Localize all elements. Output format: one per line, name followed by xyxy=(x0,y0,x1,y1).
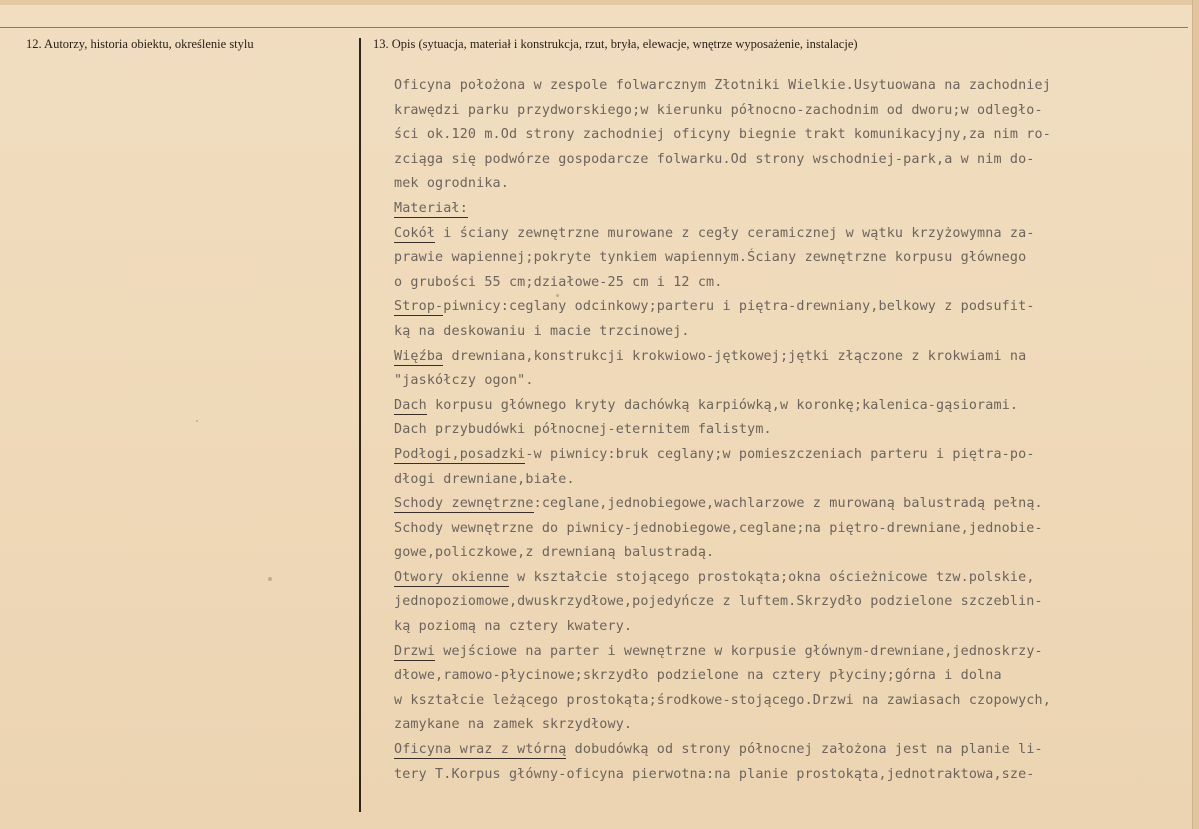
line-text: i ściany zewnętrzne murowane z cegły ceramicznej w wątku krzyżowymna za- xyxy=(435,225,1035,241)
description-line xyxy=(394,197,1194,222)
description-line xyxy=(394,74,1194,99)
description-line xyxy=(394,443,1194,468)
underlined-term: Oficyna wraz z wtórną xyxy=(394,742,567,758)
description-line xyxy=(394,320,1194,345)
line-text: prawie wapiennej;pokryte tynkiem wapiennym.Ściany zewnętrzne korpusu głównego xyxy=(394,250,1027,266)
description-line xyxy=(394,369,1194,394)
line-text: zamykane na zamek skrzydłowy. xyxy=(394,717,633,733)
description-line xyxy=(394,172,1194,197)
column-divider xyxy=(359,38,361,812)
line-text: ści ok.120 m.Od strony zachodniej oficyny biegnie trakt komunikacyjny,za nim ro- xyxy=(394,127,1051,143)
paper-top-edge xyxy=(0,0,1199,5)
paper-speck xyxy=(556,294,559,297)
description-line xyxy=(394,664,1194,689)
underlined-term: Materiał: xyxy=(394,200,468,216)
description-line xyxy=(394,99,1194,124)
line-text: dłogi drewniane,białe. xyxy=(394,471,575,487)
line-text: w kształcie leżącego prostokąta;środkowe-stojącego.Drzwi na zawiasach czopowych, xyxy=(394,692,1051,708)
description-line xyxy=(394,394,1194,419)
form-top-rule xyxy=(0,27,1188,28)
description-line xyxy=(394,566,1194,591)
description-line xyxy=(394,615,1194,640)
line-text: Schody wewnętrzne do piwnicy-jednobiegowe,ceglane;na piętro-drewniane,jednobie- xyxy=(394,520,1043,536)
line-text: Oficyna położona w zespole folwarcznym Złotniki Wielkie.Usytuowana na zachodniej xyxy=(394,78,1051,93)
description-line xyxy=(394,713,1194,738)
line-text: zciąga się podwórze gospodarcze folwarku.Od strony wschodniej-park,a w nim do- xyxy=(394,151,1035,167)
paper-speck xyxy=(196,420,198,422)
line-text: mek ogrodnika. xyxy=(394,176,509,192)
description-line xyxy=(394,222,1194,247)
underlined-term: Strop- xyxy=(394,299,444,315)
line-text: Dach przybudówki północnej-eternitem falistym. xyxy=(394,422,772,438)
description-line xyxy=(394,689,1194,714)
underlined-term: Drzwi xyxy=(394,643,436,659)
description-line xyxy=(394,492,1194,517)
section-12-label: 12. Autorzy, historia obiektu, określenie stylu xyxy=(26,37,254,51)
description-line xyxy=(394,590,1194,615)
line-text: :ceglane,jednobiegowe,wachlarzowe z murowaną balustradą pełną. xyxy=(533,496,1043,512)
line-text: dobudówką od strony północnej założona jest na planie li- xyxy=(566,742,1043,758)
line-text: gowe,policzkowe,z drewnianą balustradą. xyxy=(394,545,715,561)
line-text: o grubości 55 cm;działowe-25 cm i 12 cm. xyxy=(394,274,723,290)
line-text: piwnicy:ceglany odcinkowy;parteru i piętra-drewniany,belkowy z podsufit- xyxy=(443,299,1035,315)
description-line xyxy=(394,123,1194,148)
underlined-term: Więźba xyxy=(394,348,444,364)
line-text: dłowe,ramowo-płycinowe;skrzydło podzielone na cztery płyciny;górna i dolna xyxy=(394,668,1002,684)
underlined-term: Otwory okienne xyxy=(394,569,509,585)
description-line xyxy=(394,295,1194,320)
line-text: jednopoziomowe,dwuskrzydłowe,pojedyńcze z luftem.Skrzydło podzielone szczeblin- xyxy=(394,594,1043,610)
underlined-term: Schody zewnętrzne xyxy=(394,496,534,512)
line-text: "jaskółczy ogon". xyxy=(394,373,534,389)
line-text: ką na deskowaniu i macie trzcinowej. xyxy=(394,323,690,339)
description-line xyxy=(394,148,1194,173)
description-line xyxy=(394,418,1194,443)
description-line xyxy=(394,517,1194,542)
underlined-term: Cokół xyxy=(394,225,436,241)
line-text: wejściowe na parter i wewnętrzne w korpusie głównym-drewniane,jednoskrzy- xyxy=(435,643,1043,659)
line-text: ką poziomą na cztery kwatery. xyxy=(394,619,633,635)
description-line xyxy=(394,271,1194,296)
line-text: drewniana,konstrukcji krokwiowo-jętkowej;jętki złączone z krokwiami na xyxy=(443,348,1027,364)
line-text: tery T.Korpus główny-oficyna pierwotna:na planie prostokąta,jednotraktowa,sze- xyxy=(394,766,1035,782)
paper-speck xyxy=(268,577,272,581)
section-13-label: 13. Opis (sytuacja, materiał i konstrukcja, rzut, bryła, elewacje, wnętrze wyposażenie, instalacje) xyxy=(373,37,858,51)
description-line xyxy=(394,468,1194,493)
description-line xyxy=(394,345,1194,370)
line-text: w kształcie stojącego prostokąta;okna ościeżnicowe tzw.polskie, xyxy=(508,569,1035,585)
description-line xyxy=(394,738,1194,763)
line-text: -w piwnicy:bruk ceglany;w pomieszczeniach parteru i piętra-po- xyxy=(525,446,1035,462)
line-text: krawędzi parku przydworskiego;w kierunku północno-zachodnim od dworu;w odległo- xyxy=(394,102,1043,118)
description-line xyxy=(394,763,1194,788)
description-line xyxy=(394,640,1194,665)
description-text xyxy=(394,74,1194,787)
underlined-term: Dach xyxy=(394,397,427,413)
description-line xyxy=(394,541,1194,566)
line-text: korpusu głównego kryty dachówką karpiówką,w koronkę;kalenica-gąsiorami. xyxy=(426,397,1019,413)
underlined-term: Podłogi,posadzki xyxy=(394,446,526,462)
description-line xyxy=(394,246,1194,271)
